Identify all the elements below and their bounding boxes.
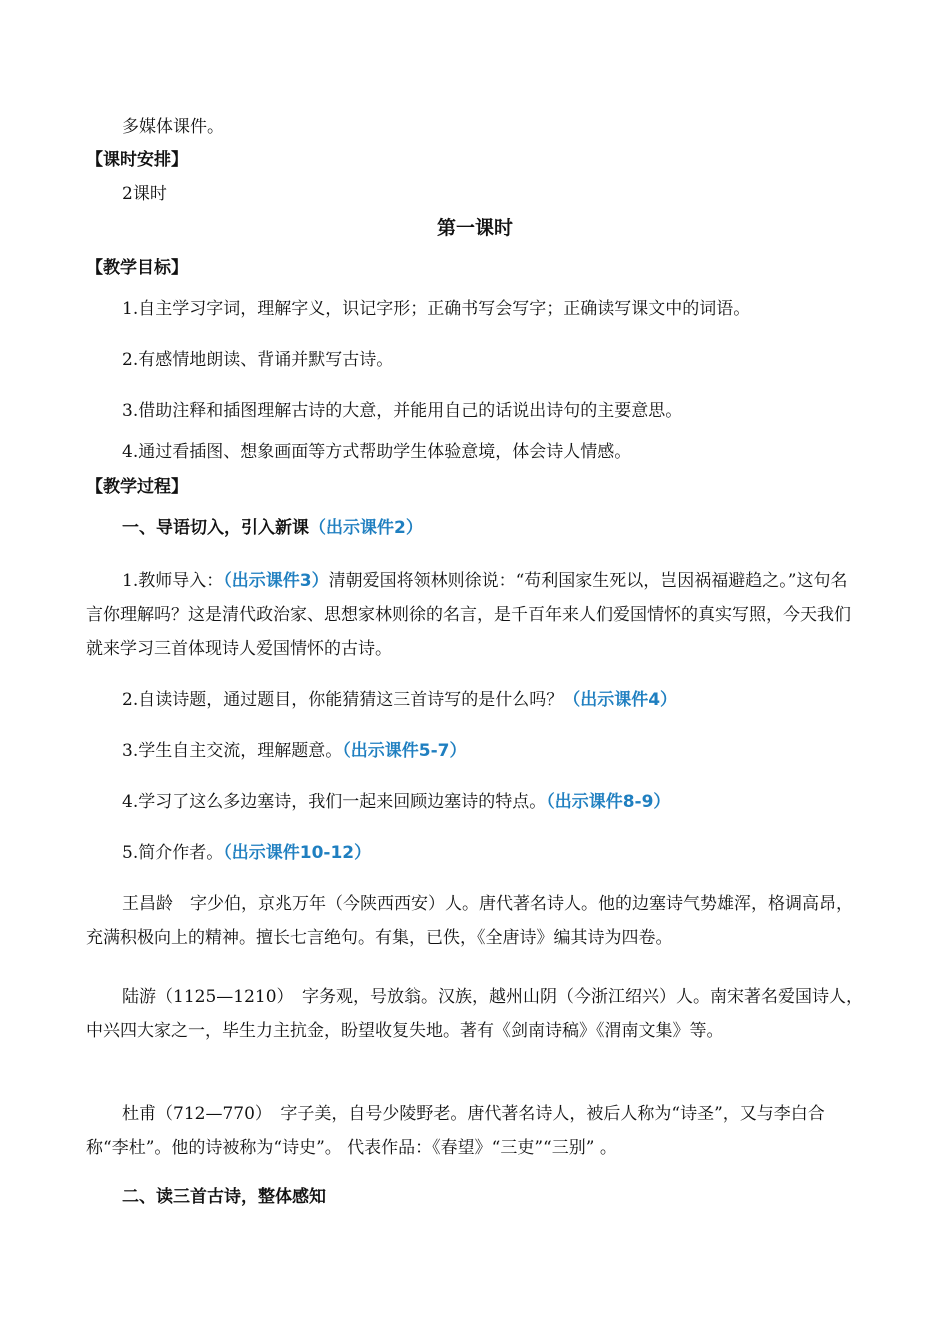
courseware-reference: （出示课件8-9）	[546, 792, 671, 812]
step-item: 3.学生自主交流，理解题意。（出示课件5-7）	[122, 741, 467, 761]
courseware-reference: （出示课件4）	[563, 690, 678, 710]
objective-item: 3.借助注释和插图理解古诗的大意，并能用自己的话说出诗句的主要意思。	[122, 401, 683, 421]
step-item: 4.学习了这么多边塞诗，我们一起来回顾边塞诗的特点。（出示课件8-9）	[122, 792, 671, 812]
process-heading: 【教学过程】	[86, 477, 188, 497]
schedule-text: 2课时	[122, 184, 167, 204]
courseware-reference: （出示课件5-7）	[342, 741, 467, 761]
objective-item: 2.有感情地朗读、背诵并默写古诗。	[122, 350, 394, 370]
objectives-heading: 【教学目标】	[86, 258, 188, 278]
objective-item: 1.自主学习字词，理解字义，识记字形；正确书写会写字；正确读写课文中的词语。	[122, 299, 751, 319]
step-item: 2.自读诗题，通过题目，你能猜猜这三首诗写的是什么吗？（出示课件4）	[122, 690, 678, 710]
section-heading: 二、读三首古诗，整体感知	[122, 1187, 326, 1207]
objective-item: 4.通过看插图、想象画面等方式帮助学生体验意境，体会诗人情感。	[122, 442, 632, 462]
author-paragraph: 杜甫（712—770） 字子美，自号少陵野老。唐代著名诗人，被后人称为“诗圣”，又与李白合称“李杜”。他的诗被称为“诗史”。 代表作品：《春望》“三吏”“三别” 。	[86, 1104, 825, 1158]
section-title: 一、导语切入，引入新课	[122, 518, 309, 538]
step-paragraph: 1.教师导入：（出示课件3）清朝爱国将领林则徐说：“苟利国家生死以，岂因祸福避趋之。”这句名言你理解吗？这是清代政治家、思想家林则徐的名言，是千百年来人们爱国情怀的真实写照，今天我们就来学习三首体现诗人爱国情怀的古诗。	[86, 571, 851, 659]
materials-text: 多媒体课件。	[122, 117, 224, 137]
section-heading	[122, 517, 423, 539]
author-paragraph: 陆游（1125—1210） 字务观，号放翁。汉族，越州山阴（今浙江绍兴）人。南宋著名爱国诗人，中兴四大家之一，毕生力主抗金，盼望收复失地。著有《剑南诗稿》《渭南文集》等。	[86, 987, 864, 1041]
schedule-heading: 【课时安排】	[86, 150, 188, 170]
author-paragraph: 王昌龄 字少伯，京兆万年（今陕西西安）人。唐代著名诗人。他的边塞诗气势雄浑，格调高昂，充满积极向上的精神。擅长七言绝句。有集，已佚，《全唐诗》编其诗为四卷。	[86, 894, 853, 948]
step-item: 5.简介作者。（出示课件10-12）	[122, 843, 372, 863]
courseware-reference: （出示课件10-12）	[223, 843, 372, 863]
courseware-reference: （出示课件3）	[223, 571, 329, 591]
lesson-title: 第一课时	[436, 217, 513, 239]
courseware-reference: （出示课件2）	[309, 518, 423, 538]
